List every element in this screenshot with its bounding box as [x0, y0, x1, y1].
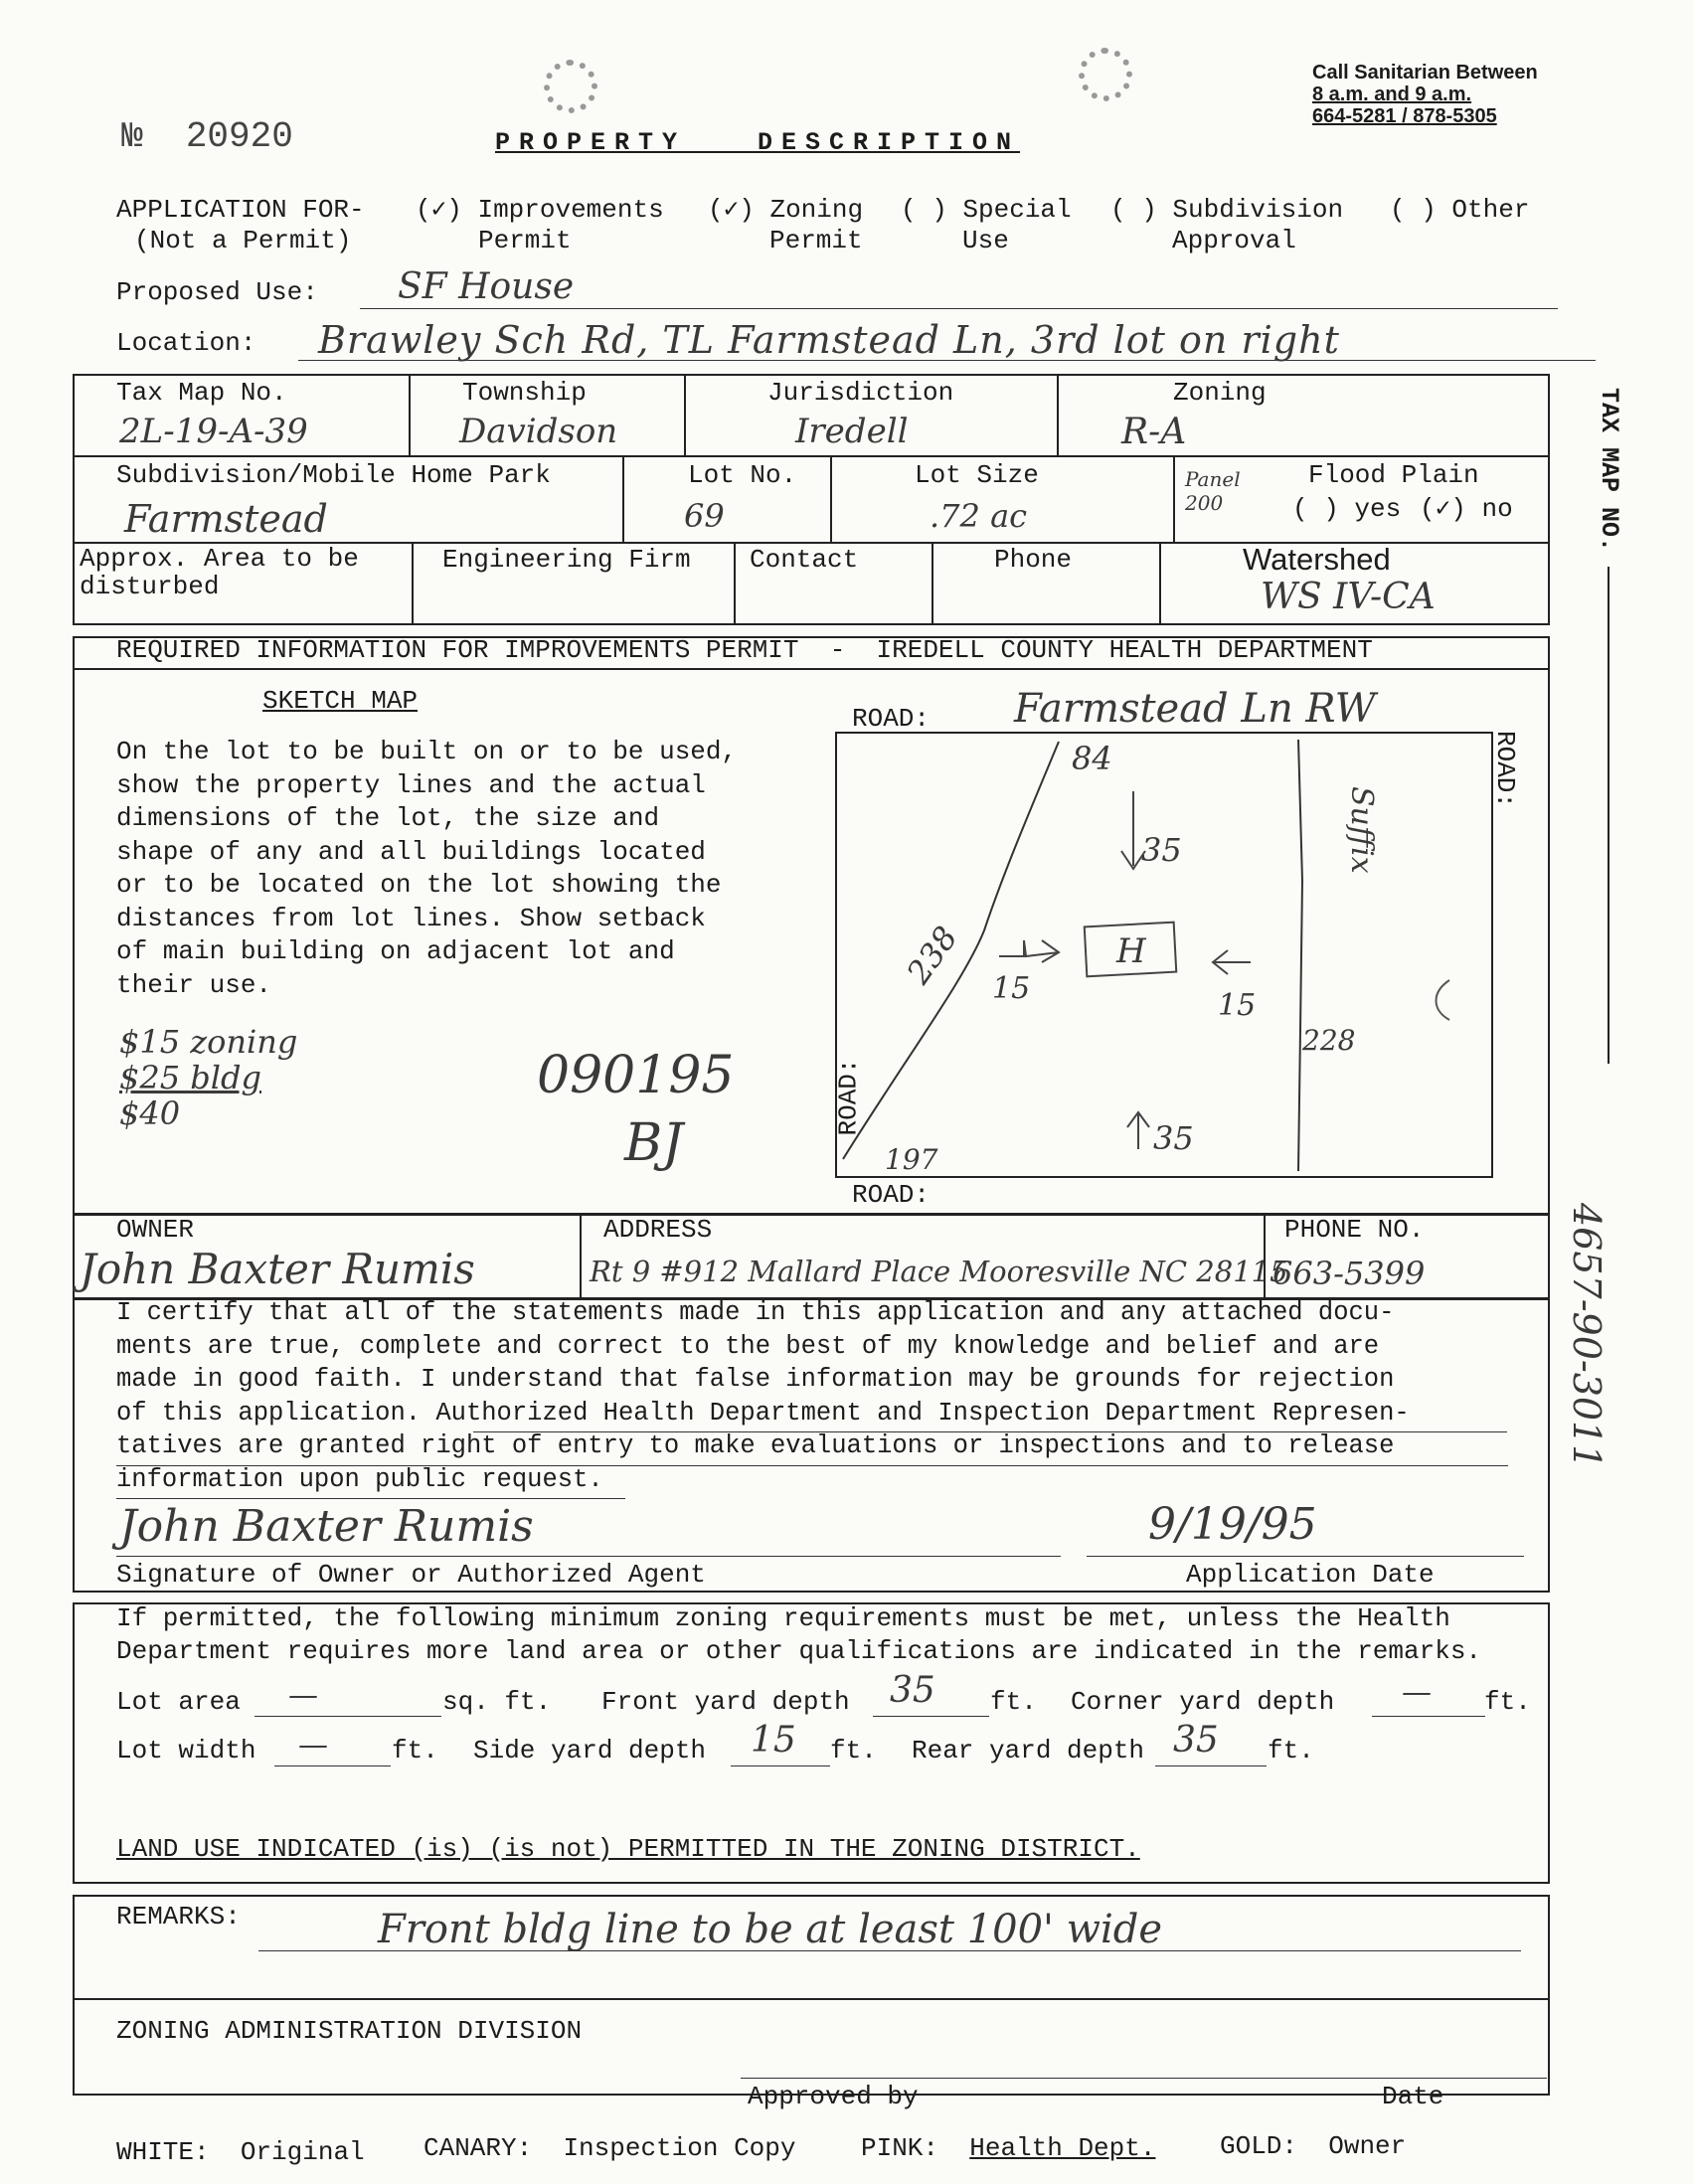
contact-label: Contact [750, 545, 859, 575]
punch-hole-left [544, 60, 597, 113]
rear-yard-label: Rear yard depth [912, 1736, 1145, 1765]
footer-gold: GOLD: Owner [1220, 2131, 1407, 2161]
flood-plain-yes[interactable]: ( ) yes [1292, 494, 1402, 524]
township-label: Township [462, 378, 587, 408]
sketch-vertical-note: Suffix [1344, 786, 1379, 874]
punch-hole-right [1079, 48, 1132, 101]
sketch-side-right-setback: 15 [1218, 988, 1257, 1023]
owner-signature[interactable]: John Baxter Rumis [119, 1501, 534, 1552]
address-value[interactable]: Rt 9 #912 Mallard Place Mooresville NC 28115 [590, 1255, 1288, 1288]
health-header: REQUIRED INFORMATION FOR IMPROVEMENTS PERMIT - IREDELL COUNTY HEALTH DEPARTMENT [116, 635, 1373, 665]
watershed-value[interactable]: WS IV-CA [1261, 577, 1436, 617]
lot-width-value[interactable]: — [298, 1728, 328, 1763]
lot-area-value[interactable]: — [288, 1678, 318, 1713]
zoning-intro-text: If permitted, the following minimum zoning requirements must be met, unless the Health Department requires more land area or other qualifications are indicated in the remarks. [116, 1603, 1482, 1666]
tax-map-value[interactable]: 2L-19-A-39 [119, 412, 308, 451]
phone-no-value[interactable]: 663-5399 [1272, 1255, 1426, 1292]
remarks-label: REMARKS: [116, 1902, 241, 1932]
proposed-use-label: Proposed Use: [116, 277, 318, 307]
flood-plain-no[interactable]: (✓) no [1420, 494, 1513, 524]
page-title: PROPERTY DESCRIPTION [495, 128, 1021, 157]
road-top-value[interactable]: Farmstead Ln RW [1014, 686, 1376, 732]
sketch-rear-setback: 35 [1153, 1119, 1194, 1157]
footer-pink: PINK: Health Dept. [861, 2133, 1156, 2163]
option-improvements-permit[interactable]: (✓) Improvements Permit [416, 195, 664, 255]
sketch-front-setback: 35 [1141, 831, 1182, 869]
lot-width-label: Lot width [116, 1736, 256, 1765]
option-subdivision-approval[interactable]: ( ) Subdivision Approval [1110, 195, 1344, 255]
road-right-label: ROAD: [1490, 731, 1520, 809]
copy-distribution-footer: WHITE: Original [116, 2137, 365, 2167]
side-tax-map-value[interactable]: 4657-90-3011 [1565, 1203, 1609, 1469]
proposed-use-value[interactable]: SF House [398, 266, 575, 307]
location-label: Location: [116, 328, 256, 358]
phone-no-label: PHONE NO. [1284, 1215, 1425, 1245]
option-zoning-permit[interactable]: (✓) Zoning Permit [708, 195, 864, 255]
sketch-house-label: H [1116, 931, 1146, 971]
corner-yard-value[interactable]: — [1402, 1675, 1432, 1710]
owner-value[interactable]: John Baxter Rumis [80, 1245, 475, 1293]
owner-label: OWNER [116, 1215, 195, 1245]
lot-right-line [1298, 740, 1302, 1171]
front-yard-value[interactable]: 35 [890, 1670, 935, 1711]
flood-plain-label: Flood Plain [1308, 460, 1479, 490]
road-top-label: ROAD: [852, 704, 931, 734]
sketch-top-dimension: 84 [1072, 740, 1112, 777]
land-use-statement: LAND USE INDICATED (is) (is not) PERMITTED IN THE ZONING DISTRICT. [116, 1834, 1140, 1864]
sketch-map-drawing [835, 732, 1495, 1179]
subdivision-label: Subdivision/Mobile Home Park [116, 460, 551, 490]
front-yard-unit: ft. [990, 1687, 1037, 1717]
address-label: ADDRESS [603, 1215, 713, 1245]
sketch-left-dimension: 238 [899, 919, 965, 991]
panel-note: Panel 200 [1185, 467, 1241, 515]
approval-date-label[interactable]: Date [1382, 2082, 1444, 2111]
rear-yard-value[interactable]: 35 [1173, 1720, 1219, 1761]
application-date-value[interactable]: 9/19/95 [1148, 1499, 1317, 1550]
road-bottom-label: ROAD: [852, 1180, 931, 1210]
lot-no-label: Lot No. [688, 460, 797, 490]
corner-yard-label: Corner yard depth [1071, 1687, 1335, 1717]
zoning-admin-title: ZONING ADMINISTRATION DIVISION [116, 2016, 583, 2046]
rear-yard-unit: ft. [1268, 1736, 1314, 1765]
jurisdiction-value[interactable]: Iredell [795, 412, 909, 451]
engineering-firm-label: Engineering Firm [442, 545, 691, 575]
sketch-instructions: On the lot to be built on or to be used, show the property lines and the actual dimensions of the lot, the size and shape of any and all buildings located or to be located on the lot showing the distances from lot lines. Show setback of main building on adjacent lot and their use. [116, 737, 738, 1000]
area-disturbed-label: Approx. Area to be disturbed [80, 544, 359, 601]
stamp-number: 090195 [537, 1046, 735, 1105]
initials: BJ [624, 1113, 684, 1173]
application-for-label: APPLICATION FOR- (Not a Permit) [116, 195, 365, 255]
side-yard-value[interactable]: 15 [751, 1720, 796, 1761]
sketch-side-left-setback: 15 [992, 971, 1031, 1006]
sketch-map-title: SKETCH MAP [262, 686, 419, 716]
sketch-right-dimension: 228 [1302, 1024, 1356, 1057]
tax-map-label: Tax Map No. [116, 378, 287, 408]
watershed-label: Watershed [1243, 542, 1391, 577]
application-date-label: Application Date [1186, 1560, 1435, 1590]
lot-no-value[interactable]: 69 [684, 497, 725, 535]
lot-width-unit: ft. [392, 1736, 438, 1765]
footer-canary: CANARY: Inspection Copy [424, 2133, 796, 2163]
side-tax-map-label: TAX MAP NO. [1594, 388, 1624, 1064]
signature-label: Signature of Owner or Authorized Agent [116, 1560, 706, 1590]
call-sanitarian-note: Call Sanitarian Between 8 a.m. and 9 a.m. 664-5281 / 878-5305 [1312, 62, 1538, 127]
serial-number: № 20920 [121, 116, 293, 157]
location-value[interactable]: Brawley Sch Rd, TL Farmstead Ln, 3rd lot on right [318, 318, 1340, 362]
zoning-label: Zoning [1173, 378, 1267, 408]
side-yard-unit: ft. [830, 1736, 877, 1765]
lot-area-row: Lot area [116, 1687, 241, 1717]
side-yard-label: Side yard depth [473, 1736, 707, 1765]
lot-size-value[interactable]: .72 ac [930, 497, 1028, 535]
certification-text: I certify that all of the statements made in this application and any attached docu- ments are true, complete and correct to the best of my knowledge and belief and are made in good faith. I understand that false information may be grounds for rejection of this application. Authorized Health Department and Inspection Department Represen- tatives are granted right of entry to make evaluations or inspections and to release information upon public request. [116, 1298, 1410, 1494]
phone-label: Phone [994, 545, 1073, 575]
corner-yard-unit: ft. [1484, 1687, 1531, 1717]
sketch-bottom-dimension: 197 [885, 1143, 938, 1176]
lot-size-label: Lot Size [915, 460, 1039, 490]
zoning-value[interactable]: R-A [1121, 412, 1187, 452]
option-other[interactable]: ( ) Other [1390, 195, 1530, 225]
subdivision-value[interactable]: Farmstead [124, 497, 328, 541]
approved-by-label[interactable]: Approved by [748, 2082, 919, 2111]
fee-notes: $15 zoning $25 bldg $40 [119, 1023, 298, 1132]
option-special-use[interactable]: ( ) Special Use [901, 195, 1072, 255]
road-left-label: ROAD: [833, 1058, 864, 1136]
sqft-unit: sq. ft. [442, 1687, 552, 1717]
township-value[interactable]: Davidson [459, 412, 618, 451]
front-yard-label: Front yard depth [601, 1687, 850, 1717]
jurisdiction-label: Jurisdiction [767, 378, 954, 408]
remarks-value[interactable]: Front bldg line to be at least 100' wide [378, 1907, 1163, 1952]
